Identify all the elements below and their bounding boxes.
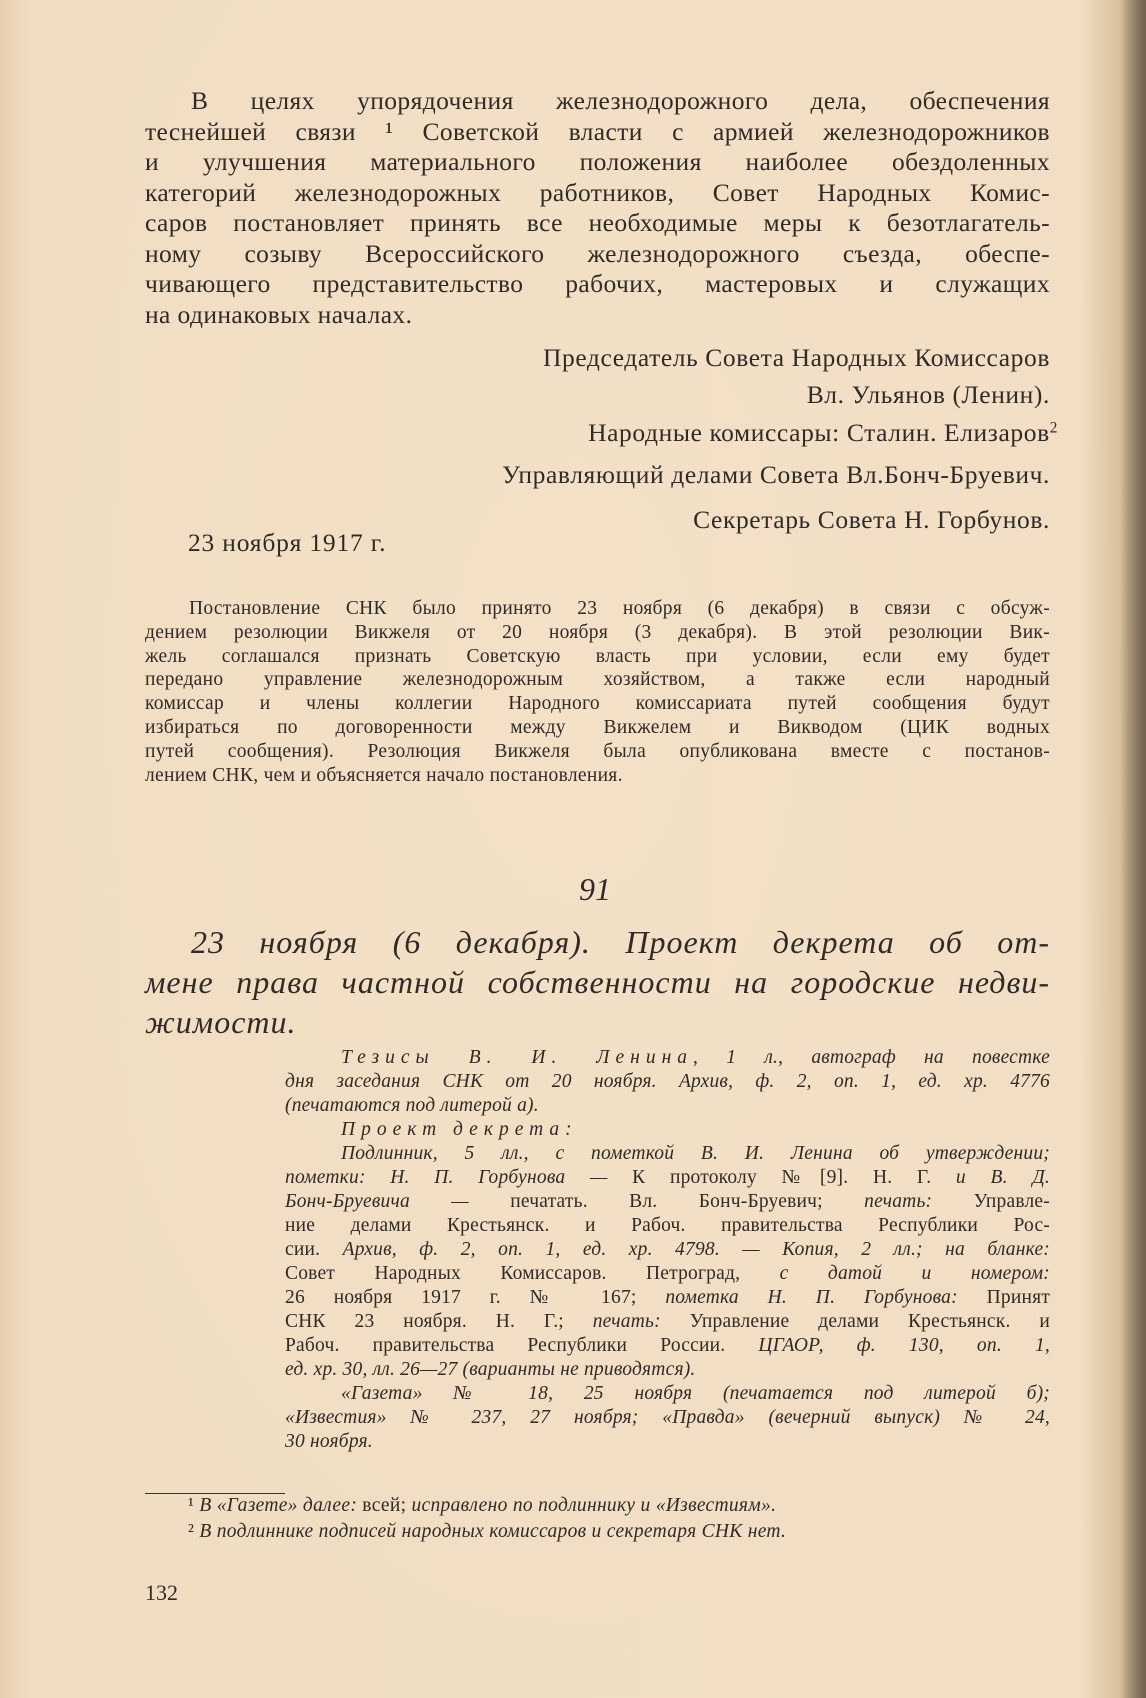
commentary-line: Постановление СНК было принято 23 ноября (6 декабря) в связи с обсуж- [189,598,1050,619]
commentary-line: путей сообщения). Резолюция Викжеля была опубликована вместе с постанов- [145,740,1050,762]
secretary-signature: Секретарь Совета Н. Горбунов. [693,505,1050,534]
book-spine-shadow [1120,0,1146,1698]
decree-line: чивающего представительство рабочих, мастеровых и служащих [145,269,1050,298]
footnote-1 [188,1493,1050,1519]
footnote-ref-2: 2 [1049,419,1058,437]
source-fragment: пометки: Н. П. Горбунова — [285,1167,633,1188]
source-line [285,1190,1050,1214]
commentary-line: дением резолюции Викжеля от 20 ноября (3 декабря). В этой резолюции Вик- [145,621,1050,643]
source-line: ед. хр. 30, лл. 26—27 (варианты не приводятся). [285,1359,696,1380]
commentary-line: лением СНК, чем и объясняется начало постановления. [145,764,623,786]
manager-signature: Управляющий делами Совета Вл.Бонч-Бруевич. [502,460,1050,489]
decree-date: 23 ноября 1917 г. [188,528,387,557]
source-fragment: К протоколу №[9]. Н. Г. [632,1167,956,1188]
source-fragment: СНК 23 ноября. Н. Г.; [285,1311,593,1332]
commentary-line: избираться по договоренности между Викжелем и Викводом (ЦИК водных [145,716,1050,738]
footnote-fragment: всей; [362,1495,412,1516]
source-line [285,1334,1050,1358]
commentary-line: жель соглашался признать Советскую власть при условии, если ему будет [145,645,1050,667]
source-line [285,1166,1050,1190]
chairman-title: Председатель Совета Народных Комиссаров [542,343,1050,372]
source-line: «Газета» № 18, 25 ноября (печатается под литерой б); [341,1383,1050,1404]
decree-line: саров постановляет принять все необходимые меры к безотлагатель- [145,208,1050,237]
source-line [285,1118,1050,1142]
source-fragment: Управле- [973,1191,1050,1212]
source-line [285,1262,1050,1286]
decree-line: ному созыву Всероссийского железнодорожного съезда, обеспе- [145,238,1050,268]
source-line: (печатаются под литерой а). [285,1095,539,1116]
thesis-author: Тезисы В. И. Ленина [341,1047,694,1068]
source-fragment: с датой и номером: [779,1263,1050,1284]
footnote-fragment: В «Газете» далее: [199,1495,363,1516]
source-line: 30 ноября. [285,1431,373,1452]
footnote-marker: ² [188,1521,195,1542]
source-fragment: Архив, ф. 2, оп. 1, ед. хр. 4798. — Копия, 2 лл.; на бланке: [342,1239,1050,1260]
source-fragment: печатать. Вл. Бонч-Бруевич; [510,1191,865,1212]
editorial-commentary [145,597,1050,787]
footnotes [188,1493,1050,1545]
source-line: ние делами Крестьянск. и Рабоч. правительства Республики Рос- [285,1215,1050,1236]
source-line [285,1310,1050,1334]
document-heading [145,922,1050,1042]
source-fragment: Бонч-Бруевича — [285,1191,511,1212]
decree-text [145,86,1050,330]
heading-line: жимости. [145,1004,297,1040]
source-fragment: Рабоч. правительства Республики России. [285,1335,759,1356]
source-line: «Известия» № 237, 27 ноября; «Правда» (вечерний выпуск) № 24, [285,1407,1050,1428]
source-fragment: печать: [592,1311,690,1332]
source-line: дня заседания СНК от 20 ноября. Архив, ф. 2, оп. 1, ед. хр. 4776 [285,1071,1050,1092]
source-line [285,1286,1050,1310]
heading-line: мене права частной собственности на городские недви- [145,964,1050,1000]
chairman-name: Вл. Ульянов (Ленин). [806,380,1050,409]
source-fragment: Управление делами Крестьянск. и [689,1311,1050,1332]
source-line [285,1238,1050,1262]
commentary-line: передано управление железнодорожным хозяйством, а также если народный [145,669,1050,691]
archival-sources [285,1046,1050,1454]
footnote-2 [188,1519,1050,1545]
footnote-fragment: исправлено по подлиннику и «Известиям». [411,1495,777,1516]
source-fragment: и В. Д. [955,1167,1050,1188]
source-fragment: Принят [986,1287,1050,1308]
decree-line: В целях упорядочения железнодорожного дела, обеспечения [191,86,1050,115]
decree-line: категорий железнодорожных работников, Совет Народных Комис- [145,177,1050,207]
page-number: 132 [145,1580,178,1605]
source-fragment: пометка Н. П. Горбунова: [665,1287,987,1308]
decree-line: на одинаковых началах. [145,299,413,329]
decree-line: и улучшения материального положения наиболее обездоленных [145,147,1050,176]
commentary-line: комиссар и члены коллегии Народного комиссариата путей сообщения будут [145,693,1050,715]
source-fragment: 26 ноября 1917 г. № 167; [285,1287,666,1308]
commissars-text: Народные комиссары: Сталин. Елизаров [588,418,1050,447]
source-fragment: ЦГАОР, ф. 130, оп. 1, [758,1335,1050,1356]
source-fragment: , 1 л., автограф на повестке [693,1047,1051,1068]
draft-decree-label: Проект декрета: [341,1119,578,1140]
source-fragment: сии. [285,1239,343,1260]
source-fragment: Совет Народных Комиссаров. Петроград, [285,1263,780,1284]
source-line: Подлинник, 5 лл., с пометкой В. И. Ленина об утверждении; [341,1143,1050,1164]
source-line [285,1046,1050,1070]
footnote-marker: ¹ [188,1495,195,1516]
heading-line: 23 ноября (6 декабря). Проект декрета об от- [191,924,1050,960]
decree-line: теснейшей связи ¹ Советской власти с армией железнодорожников [145,116,1050,146]
footnote-text: В подлиннике подписей народных комиссаров и секретаря СНК нет. [199,1521,787,1542]
document-number: 91 [579,871,611,907]
commissars-line [588,418,1058,448]
source-fragment: печать: [864,1191,974,1212]
